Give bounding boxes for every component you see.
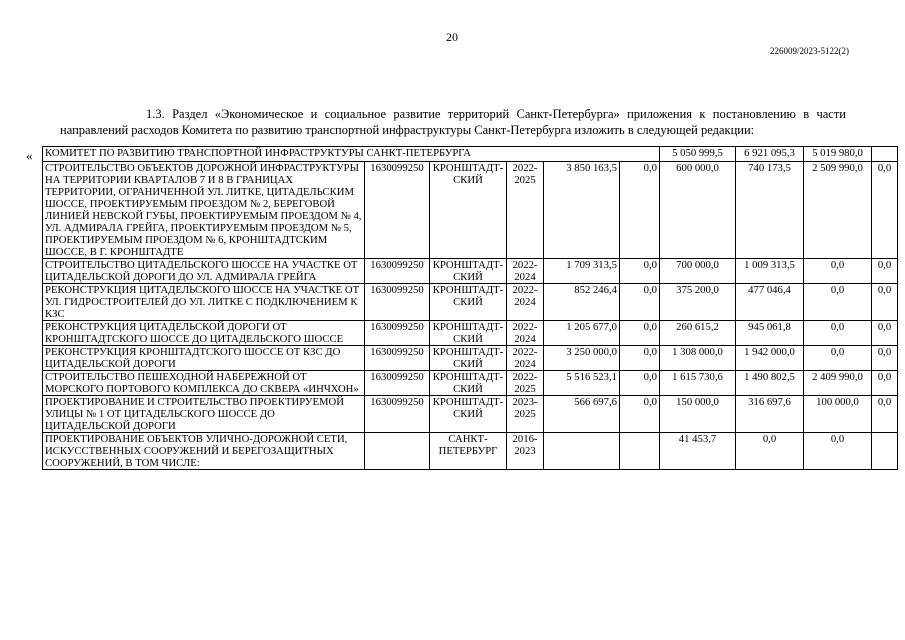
amount-2026: 0,0: [872, 396, 898, 433]
document-number: 226009/2023-5122(2): [770, 46, 849, 56]
object-name: СТРОИТЕЛЬСТВО ОБЪЕКТОВ ДОРОЖНОЙ ИНФРАСТРУКТУРЫ НА ТЕРРИТОРИИ КВАРТАЛОВ 7 И 8 В ГРАНИЦАХ ТЕРРИТОРИИ, ОГРАНИЧЕННОЙ УЛ. ЛИТКЕ, ЦИТАДЕЛЬСКИМ ШОССЕ, ПРОЕКТИРУЕМЫМ ПРОЕЗДОМ № 2, БЕРЕГОВОЙ ЛИНИЕЙ НЕВСКОЙ ГУБЫ, ПРОЕКТИРУЕМЫМ ПРОЕЗДОМ № 4, УЛ. АДМИРАЛА ГРЕЙГА, ПРОЕКТИРУЕМЫМ ПРОЕЗДОМ № 5, ПРОЕКТИРУЕМЫМ ПРОЕЗДОМ № 6, КРОНШТАДТСКИМ ШОССЕ, В Г. КРОНШТАДТЕ: [43, 162, 365, 259]
district: КРОНШТАДТ-СКИЙ: [430, 321, 507, 346]
intro-paragraph: 1.3. Раздел «Экономическое и социальное развитие территорий Санкт-Петербурга» приложения к постановлению в части направлений расходов Комитета по развитию транспортной инфраструктуры Санкт-Петербурга изложить в следующей редакции:: [60, 107, 846, 137]
amount-2025: 100 000,0: [804, 396, 872, 433]
object-name: РЕКОНСТРУКЦИЯ ЦИТАДЕЛЬСКОГО ШОССЕ НА УЧАСТКЕ ОТ УЛ. ГИДРОСТРОИТЕЛЕЙ ДО УЛ. ЛИТКЕ С ПОДКЛЮЧЕНИЕМ К КЗС: [43, 284, 365, 321]
amount-2026: 0,0: [872, 259, 898, 284]
committee-row: [43, 147, 898, 162]
amount-2023: 260 615,2: [660, 321, 736, 346]
table-row: [43, 346, 898, 371]
amount-2025: 0,0: [804, 321, 872, 346]
committee-total-2025: 5 019 980,0: [804, 147, 872, 162]
amount-2026: 0,0: [872, 371, 898, 396]
amount-2024: 1 942 000,0: [736, 346, 804, 371]
table-row: [43, 321, 898, 346]
expenditure-table: [42, 146, 898, 470]
table-row: [43, 433, 898, 470]
spent-amount: 0,0: [620, 371, 660, 396]
amount-2023: 375 200,0: [660, 284, 736, 321]
committee-total-2023: 5 050 999,5: [660, 147, 736, 162]
total-cost: 1 205 677,0: [544, 321, 620, 346]
amount-2023: 41 453,7: [660, 433, 736, 470]
district: КРОНШТАДТ-СКИЙ: [430, 162, 507, 259]
target-code: 1630099250: [365, 259, 430, 284]
committee-total-2026: [872, 147, 898, 162]
object-name: РЕКОНСТРУКЦИЯ ЦИТАДЕЛЬСКОЙ ДОРОГИ ОТ КРОНШТАДТСКОГО ШОССЕ ДО ЦИТАДЕЛЬСКОГО ШОССЕ: [43, 321, 365, 346]
amount-2025: 0,0: [804, 346, 872, 371]
table-row: [43, 396, 898, 433]
page-number: 20: [446, 30, 458, 44]
object-name: СТРОИТЕЛЬСТВО ПЕШЕХОДНОЙ НАБЕРЕЖНОЙ ОТ МОРСКОГО ПОРТОВОГО КОМПЛЕКСА ДО СКВЕРА «ИНЧХОН»: [43, 371, 365, 396]
amount-2026: 0,0: [872, 321, 898, 346]
open-quote: «: [26, 148, 33, 163]
amount-2026: 0,0: [872, 162, 898, 259]
amount-2024: 945 061,8: [736, 321, 804, 346]
table-row: [43, 284, 898, 321]
target-code: 1630099250: [365, 321, 430, 346]
spent-amount: 0,0: [620, 396, 660, 433]
amount-2024: 316 697,6: [736, 396, 804, 433]
amount-2023: 600 000,0: [660, 162, 736, 259]
period: 2022-2024: [507, 321, 544, 346]
district: КРОНШТАДТ-СКИЙ: [430, 346, 507, 371]
period: 2022-2025: [507, 371, 544, 396]
committee-name: КОМИТЕТ ПО РАЗВИТИЮ ТРАНСПОРТНОЙ ИНФРАСТРУКТУРЫ САНКТ-ПЕТЕРБУРГА: [43, 147, 660, 162]
spent-amount: 0,0: [620, 284, 660, 321]
district: САНКТ-ПЕТЕРБУРГ: [430, 433, 507, 470]
object-name: ПРОЕКТИРОВАНИЕ ОБЪЕКТОВ УЛИЧНО-ДОРОЖНОЙ СЕТИ, ИСКУССТВЕННЫХ СООРУЖЕНИЙ И БЕРЕГОЗАЩИТНЫХ СООРУЖЕНИЙ, В ТОМ ЧИСЛЕ:: [43, 433, 365, 470]
district: КРОНШТАДТ-СКИЙ: [430, 396, 507, 433]
target-code: [365, 433, 430, 470]
period: 2023-2025: [507, 396, 544, 433]
amount-2024: 0,0: [736, 433, 804, 470]
table-row: [43, 259, 898, 284]
amount-2025: 0,0: [804, 259, 872, 284]
amount-2023: 150 000,0: [660, 396, 736, 433]
total-cost: 5 516 523,1: [544, 371, 620, 396]
amount-2025: 2 509 990,0: [804, 162, 872, 259]
total-cost: 3 850 163,5: [544, 162, 620, 259]
period: 2022-2024: [507, 346, 544, 371]
spent-amount: 0,0: [620, 162, 660, 259]
target-code: 1630099250: [365, 284, 430, 321]
committee-total-2024: 6 921 095,3: [736, 147, 804, 162]
amount-2026: [872, 433, 898, 470]
total-cost: 566 697,6: [544, 396, 620, 433]
spent-amount: [620, 433, 660, 470]
period: 2016-2023: [507, 433, 544, 470]
amount-2024: 1 009 313,5: [736, 259, 804, 284]
spent-amount: 0,0: [620, 321, 660, 346]
district: КРОНШТАДТ-СКИЙ: [430, 259, 507, 284]
total-cost: 1 709 313,5: [544, 259, 620, 284]
period: 2022-2024: [507, 259, 544, 284]
spent-amount: 0,0: [620, 346, 660, 371]
target-code: 1630099250: [365, 371, 430, 396]
amount-2023: 700 000,0: [660, 259, 736, 284]
amount-2025: 0,0: [804, 433, 872, 470]
period: 2022-2025: [507, 162, 544, 259]
amount-2025: 0,0: [804, 284, 872, 321]
amount-2024: 740 173,5: [736, 162, 804, 259]
amount-2026: 0,0: [872, 346, 898, 371]
district: КРОНШТАДТ-СКИЙ: [430, 371, 507, 396]
object-name: ПРОЕКТИРОВАНИЕ И СТРОИТЕЛЬСТВО ПРОЕКТИРУЕМОЙ УЛИЦЫ № 1 ОТ ЦИТАДЕЛЬСКОГО ШОССЕ ДО ЦИТАДЕЛЬСКОЙ ДОРОГИ: [43, 396, 365, 433]
district: КРОНШТАДТ-СКИЙ: [430, 284, 507, 321]
target-code: 1630099250: [365, 396, 430, 433]
amount-2024: 1 490 802,5: [736, 371, 804, 396]
target-code: 1630099250: [365, 162, 430, 259]
period: 2022-2024: [507, 284, 544, 321]
total-cost: 852 246,4: [544, 284, 620, 321]
table-row: [43, 162, 898, 259]
target-code: 1630099250: [365, 346, 430, 371]
spent-amount: 0,0: [620, 259, 660, 284]
total-cost: 3 250 000,0: [544, 346, 620, 371]
amount-2023: 1 308 000,0: [660, 346, 736, 371]
amount-2024: 477 046,4: [736, 284, 804, 321]
amount-2025: 2 409 990,0: [804, 371, 872, 396]
amount-2023: 1 615 730,6: [660, 371, 736, 396]
total-cost: [544, 433, 620, 470]
table-row: [43, 371, 898, 396]
amount-2026: 0,0: [872, 284, 898, 321]
object-name: РЕКОНСТРУКЦИЯ КРОНШТАДТСКОГО ШОССЕ ОТ КЗС ДО ЦИТАДЕЛЬСКОЙ ДОРОГИ: [43, 346, 365, 371]
object-name: СТРОИТЕЛЬСТВО ЦИТАДЕЛЬСКОГО ШОССЕ НА УЧАСТКЕ ОТ ЦИТАДЕЛЬСКОЙ ДОРОГИ ДО УЛ. АДМИРАЛА ГРЕЙГА: [43, 259, 365, 284]
